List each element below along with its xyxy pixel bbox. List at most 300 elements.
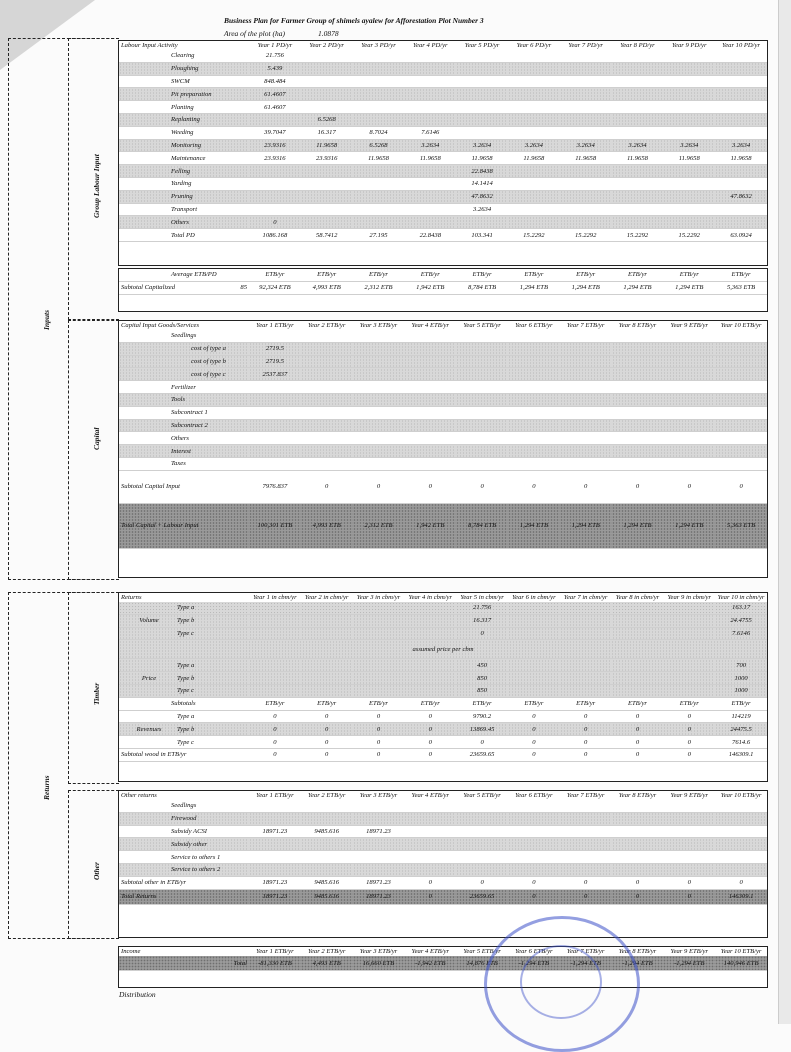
row-value [612, 672, 664, 685]
year-header: Year 10 ETB/yr [720, 322, 762, 329]
row-value [612, 602, 664, 614]
row-value [456, 851, 508, 864]
row-value [353, 627, 405, 640]
table-row [119, 672, 767, 685]
row-value [663, 812, 715, 825]
row-value [560, 330, 612, 342]
row-label: Total Capital + Labour Input [119, 503, 249, 548]
year-header: Year 8 in cbm/yr [615, 594, 660, 601]
row-value [612, 825, 664, 838]
row-value [715, 330, 767, 342]
row-value [353, 602, 405, 614]
row-value [612, 165, 664, 178]
row-value [456, 368, 508, 381]
row-value: ETB/yr [301, 269, 353, 281]
row-value [456, 126, 508, 139]
row-value [663, 50, 715, 62]
table-row [119, 190, 767, 203]
row-value: 8,784 ETB [456, 503, 508, 548]
row-value: 0 [249, 748, 301, 761]
assumed-price-label: assumed price per cbm [119, 640, 767, 659]
row-value: 0 [715, 876, 767, 889]
row-value [663, 825, 715, 838]
row-value [612, 368, 664, 381]
row-value [663, 419, 715, 432]
type-label: Type b [177, 725, 195, 733]
row-label: Clearing [119, 50, 249, 62]
row-value [301, 355, 353, 368]
table-row [119, 659, 767, 672]
row-value: 0 [612, 889, 664, 904]
row-value: -1,294 ETB [508, 956, 560, 971]
table-row [119, 825, 767, 838]
row-value [663, 75, 715, 88]
row-value: 0 [404, 723, 456, 736]
row-value [301, 445, 353, 458]
year-header: Year 1 in cbm/yr [253, 594, 297, 601]
year-header: Year 8 PD/yr [620, 42, 655, 49]
type-label: Type b [177, 617, 195, 625]
row-value: 0 [508, 723, 560, 736]
row-value: 47.8632 [456, 190, 508, 203]
row-value: 27.195 [353, 229, 405, 242]
row-value: 1,294 ETB [612, 281, 664, 294]
row-value: ETB/yr [456, 697, 508, 710]
row-value [404, 50, 456, 62]
row-value [301, 627, 353, 640]
row-value [249, 863, 301, 876]
row-value: ETB/yr [353, 697, 405, 710]
row-value [456, 393, 508, 406]
row-value [663, 445, 715, 458]
row-value [353, 614, 405, 627]
row-value [249, 602, 301, 614]
row-value [663, 88, 715, 101]
row-value: 9485.616 [301, 889, 353, 904]
row-value: 11.9658 [301, 139, 353, 152]
year-header: Year 5 in cbm/yr [460, 594, 504, 601]
row-value [663, 432, 715, 445]
row-value [663, 851, 715, 864]
row-label: Total [119, 956, 249, 971]
row-value [715, 812, 767, 825]
year-header: Year 4 PD/yr [413, 42, 448, 49]
row-value [612, 614, 664, 627]
year-header: Year 3 ETB/yr [359, 792, 398, 799]
row-value: 1,294 ETB [508, 281, 560, 294]
row-value [663, 393, 715, 406]
row-value [715, 126, 767, 139]
row-value [663, 672, 715, 685]
assumed-price-row [119, 640, 767, 659]
row-value [663, 190, 715, 203]
row-value [612, 177, 664, 190]
inputs-label: Inputs [42, 309, 51, 330]
row-label: Firewood [119, 812, 249, 825]
row-value [560, 672, 612, 685]
table-row [119, 457, 767, 470]
row-value [404, 627, 456, 640]
row-value [404, 659, 456, 672]
row-value: 4,993 ETB [301, 281, 353, 294]
row-value [301, 216, 353, 229]
section-header: Returns [121, 594, 142, 601]
row-value [301, 75, 353, 88]
row-value [353, 62, 405, 75]
area-value: 1.0878 [318, 29, 339, 38]
row-value [508, 342, 560, 355]
row-value [715, 62, 767, 75]
row-value [249, 800, 301, 812]
row-value [715, 381, 767, 394]
row-value: 0 [612, 710, 664, 723]
row-label: Ploughing [119, 62, 249, 75]
row-value: 16,660 ETB [353, 956, 405, 971]
row-value [715, 113, 767, 126]
row-label [119, 614, 249, 627]
row-value: 2,312 ETB [353, 281, 405, 294]
row-value: 0 [301, 710, 353, 723]
row-value [249, 457, 301, 470]
row-value [663, 838, 715, 851]
row-value: ETB/yr [560, 269, 612, 281]
row-value [404, 203, 456, 216]
row-label [119, 627, 249, 640]
row-value: 13869.45 [456, 723, 508, 736]
table-row [119, 50, 767, 62]
row-value: 8.7024 [353, 126, 405, 139]
year-header: Year 5 PD/yr [464, 42, 500, 49]
type-label: Type a [177, 712, 195, 720]
row-value [560, 445, 612, 458]
row-value [508, 672, 560, 685]
row-value [404, 445, 456, 458]
row-value: 0 [508, 876, 560, 889]
row-value [612, 800, 664, 812]
row-value [301, 190, 353, 203]
section-header: Labour Input Activity [121, 42, 178, 49]
labour-subtotal-row [119, 281, 767, 294]
row-value: 0 [663, 748, 715, 761]
row-label: Transport [119, 203, 249, 216]
row-value [404, 406, 456, 419]
table-row [119, 445, 767, 458]
row-value [353, 684, 405, 697]
row-value [456, 419, 508, 432]
row-value [663, 216, 715, 229]
row-value [404, 165, 456, 178]
row-value [508, 659, 560, 672]
row-label: Others [119, 216, 249, 229]
row-value [353, 50, 405, 62]
row-value: 58.7412 [301, 229, 353, 242]
year-header: Year 7 ETB/yr [566, 322, 605, 329]
type-label: Type a [177, 604, 195, 612]
row-value [353, 838, 405, 851]
row-value [353, 812, 405, 825]
row-value: 0 [301, 736, 353, 749]
row-value: ETB/yr [612, 697, 664, 710]
row-value [508, 50, 560, 62]
row-label: Subtotals [119, 697, 249, 710]
row-label: cost of type b [119, 355, 249, 368]
row-label: Total Returns [119, 889, 249, 904]
row-value [560, 812, 612, 825]
row-value [249, 393, 301, 406]
row-value [715, 445, 767, 458]
row-value [560, 165, 612, 178]
row-label: Subtotal Capital Input [119, 470, 249, 503]
row-value [508, 627, 560, 640]
row-value [456, 406, 508, 419]
row-value: -81,330 ETB [249, 956, 301, 971]
year-header: Year 7 PD/yr [568, 42, 603, 49]
row-label: Pruning [119, 190, 249, 203]
row-value: 3.2634 [715, 139, 767, 152]
capital-bracket [68, 320, 119, 580]
page-edge [778, 0, 791, 1024]
row-value [404, 330, 456, 342]
row-value: 11.9658 [353, 152, 405, 165]
year-header: Year 8 ETB/yr [618, 792, 657, 799]
row-value [508, 88, 560, 101]
row-value [404, 838, 456, 851]
row-value [560, 126, 612, 139]
row-value [508, 330, 560, 342]
table-row [119, 838, 767, 851]
table-row [119, 684, 767, 697]
row-label: Seedlings [119, 330, 249, 342]
row-value: 22.8438 [456, 165, 508, 178]
row-value [612, 381, 664, 394]
row-value [456, 457, 508, 470]
row-value [560, 602, 612, 614]
table-row [119, 330, 767, 342]
row-value [301, 419, 353, 432]
row-value: ETB/yr [404, 697, 456, 710]
row-value [508, 165, 560, 178]
capital-table [119, 321, 767, 549]
row-value [301, 393, 353, 406]
row-value: ETB/yr [715, 269, 767, 281]
row-value: ETB/yr [508, 697, 560, 710]
row-value [663, 627, 715, 640]
row-value: 1,294 ETB [612, 503, 664, 548]
income-section [118, 946, 768, 988]
row-value [301, 672, 353, 685]
row-value [353, 445, 405, 458]
row-value [663, 165, 715, 178]
row-label: Pit preparation [119, 88, 249, 101]
subtotal-label: Subtotal Capitalized [121, 284, 176, 292]
row-label [119, 710, 249, 723]
row-value [456, 88, 508, 101]
table-row [119, 126, 767, 139]
row-value [715, 50, 767, 62]
row-label: cost of type a [119, 342, 249, 355]
row-value [301, 381, 353, 394]
row-value [663, 203, 715, 216]
row-value [612, 62, 664, 75]
row-value [456, 812, 508, 825]
row-value: 15.2292 [560, 229, 612, 242]
row-value: 0 [612, 748, 664, 761]
row-value: 92,324 ETB [249, 281, 301, 294]
year-header: Year 8 ETB/yr [618, 322, 657, 329]
row-value: 0 [249, 216, 301, 229]
official-stamp-inner [520, 945, 602, 1019]
table-row [119, 75, 767, 88]
row-value [456, 50, 508, 62]
row-value [560, 88, 612, 101]
row-value [715, 457, 767, 470]
row-label: Seedlings [119, 800, 249, 812]
row-value [612, 627, 664, 640]
row-value: 0 [612, 736, 664, 749]
row-value: 15.2292 [663, 229, 715, 242]
row-value: ETB/yr [663, 697, 715, 710]
subtotals-row [119, 697, 767, 710]
row-value [456, 432, 508, 445]
row-value [404, 825, 456, 838]
year-header: Year 9 in cbm/yr [667, 594, 712, 601]
row-value [560, 825, 612, 838]
row-value: 0 [560, 470, 612, 503]
row-value [715, 75, 767, 88]
row-label: Total PD [119, 229, 249, 242]
row-value: ETB/yr [404, 269, 456, 281]
year-header: Year 6 ETB/yr [515, 948, 553, 955]
row-value [353, 75, 405, 88]
row-value [249, 419, 301, 432]
row-value [612, 445, 664, 458]
row-value [715, 216, 767, 229]
row-value [560, 62, 612, 75]
row-label: Average ETB/PD [119, 269, 249, 281]
row-label [119, 281, 249, 294]
row-label: Weeding [119, 126, 249, 139]
row-value [612, 355, 664, 368]
year-header: Year 10 ETB/yr [720, 792, 762, 799]
row-value [404, 419, 456, 432]
row-value: 5,363 ETB [715, 503, 767, 548]
year-header: Year 3 ETB/yr [359, 948, 398, 955]
row-value: 9485.616 [301, 825, 353, 838]
row-label: Subsidy ACSI [119, 825, 249, 838]
row-value [353, 190, 405, 203]
row-value: 0 [301, 723, 353, 736]
row-value [404, 368, 456, 381]
row-value [404, 88, 456, 101]
row-value: 22.8438 [404, 229, 456, 242]
row-value: 0 [353, 723, 405, 736]
row-value [560, 203, 612, 216]
other-section [118, 790, 768, 938]
row-value: 9485.616 [301, 876, 353, 889]
row-label: Felling [119, 165, 249, 178]
row-value [715, 342, 767, 355]
row-value: 1086.168 [249, 229, 301, 242]
year-header: Year 2 ETB/yr [307, 322, 346, 329]
row-value [612, 393, 664, 406]
row-value [456, 330, 508, 342]
row-value: 0 [663, 470, 715, 503]
header-row [119, 321, 767, 330]
row-value [612, 851, 664, 864]
row-value: 18971.23 [353, 889, 405, 904]
row-value [301, 330, 353, 342]
row-value [560, 368, 612, 381]
row-value [560, 419, 612, 432]
row-value: 0 [663, 889, 715, 904]
row-value: 8,784 ETB [456, 281, 508, 294]
table-row [119, 851, 767, 864]
row-value [612, 457, 664, 470]
row-value: 0 [353, 470, 405, 503]
row-value [404, 800, 456, 812]
header-row [119, 41, 767, 50]
row-value [612, 659, 664, 672]
other-table [119, 791, 767, 905]
row-value [353, 203, 405, 216]
table-row [119, 812, 767, 825]
row-value: 14.1414 [456, 177, 508, 190]
row-value [404, 672, 456, 685]
row-value: 0 [612, 723, 664, 736]
row-value: 850 [456, 672, 508, 685]
row-value: 23.9316 [249, 152, 301, 165]
row-value: 103.341 [456, 229, 508, 242]
table-row [119, 381, 767, 394]
row-value [560, 406, 612, 419]
row-value [612, 863, 664, 876]
row-value [560, 50, 612, 62]
table-row [119, 432, 767, 445]
row-value [560, 800, 612, 812]
row-value: ETB/yr [249, 269, 301, 281]
year-header: Year 10 PD/yr [722, 42, 761, 49]
row-label: Planting [119, 101, 249, 114]
row-value [508, 393, 560, 406]
other-subtotal-row [119, 876, 767, 889]
page-title: Business Plan for Farmer Group of shimels ayalew for Afforestation Plot Number 3 [224, 16, 484, 25]
row-value: 61.4607 [249, 101, 301, 114]
row-value: 0 [456, 627, 508, 640]
row-value [612, 203, 664, 216]
row-value [663, 602, 715, 614]
row-value: 3.2634 [612, 139, 664, 152]
row-label: Monitoring [119, 139, 249, 152]
group-label: Revenues [136, 725, 162, 733]
year-header: Year 4 ETB/yr [411, 948, 450, 955]
row-value [353, 432, 405, 445]
table-row [119, 342, 767, 355]
total-returns-row [119, 889, 767, 904]
row-value [508, 203, 560, 216]
year-header: Year 6 PD/yr [516, 42, 552, 49]
row-value: 0 [560, 710, 612, 723]
row-value [560, 355, 612, 368]
row-value: 4,493 ETB [301, 956, 353, 971]
row-value: 848.484 [249, 75, 301, 88]
row-value: ETB/yr [715, 697, 767, 710]
row-value: 0 [715, 470, 767, 503]
row-label: Fertilizer [119, 381, 249, 394]
row-value: 15.2292 [508, 229, 560, 242]
row-value: 61.4607 [249, 88, 301, 101]
row-value: 39.7047 [249, 126, 301, 139]
row-label: Subtotal other in ETB/yr [119, 876, 249, 889]
